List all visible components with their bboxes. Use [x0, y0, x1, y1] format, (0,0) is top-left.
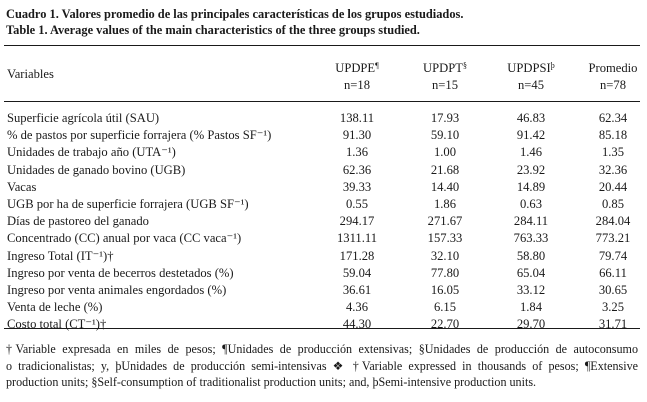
row-label: Costo total (CT⁻¹)† — [7, 317, 107, 332]
table-row — [4, 127, 644, 144]
table-row — [4, 196, 644, 213]
cell-promedio: 773.21 — [595, 231, 631, 246]
top-rule — [4, 45, 640, 46]
table-row — [4, 299, 644, 316]
cell-promedio: 284.04 — [595, 214, 631, 229]
column-sample-size: n=18 — [344, 78, 370, 92]
cell-updpsi: 58.80 — [516, 248, 546, 263]
cell-updpe: 294.17 — [339, 214, 375, 229]
cell-updpsi: 29.70 — [516, 317, 546, 332]
table-row — [4, 282, 644, 299]
column-header-updpt — [400, 60, 490, 94]
column-sample-size: n=15 — [432, 78, 458, 92]
column-header-updpe — [312, 60, 402, 94]
table-row — [4, 144, 644, 161]
cell-promedio: 31.71 — [598, 317, 628, 332]
cell-updpsi: 284.11 — [513, 214, 549, 229]
header-rule — [4, 101, 640, 102]
cell-promedio: 79.74 — [598, 248, 628, 263]
table-row — [4, 179, 644, 196]
variables-header: Variables — [7, 67, 54, 81]
cell-promedio: 1.35 — [601, 145, 625, 160]
cell-updpt: 1.00 — [433, 145, 457, 160]
table-row — [4, 248, 644, 265]
footnote-line: production units; §Self-consumption of traditionalist production units; and, þSemi-intensive production units. — [6, 375, 537, 390]
row-label: Concentrado (CC) anual por vaca (CC vaca⁻¹) — [7, 231, 242, 246]
cell-updpe: 1311.11 — [337, 231, 377, 246]
column-header-updpsi — [486, 60, 576, 94]
column-name: Promedio — [588, 61, 638, 75]
cell-updpsi: 14.89 — [516, 179, 546, 194]
table-row — [4, 162, 644, 179]
cell-updpe: 91.30 — [342, 128, 372, 143]
row-label: % de pastos por superficie forrajera (% Pastos SF⁻¹) — [7, 128, 272, 143]
cell-updpt: 16.05 — [430, 282, 460, 297]
column-sample-size: n=45 — [518, 78, 544, 92]
cell-updpe: 44.30 — [342, 317, 372, 332]
table-row — [4, 316, 644, 333]
cell-promedio: 32.36 — [598, 162, 628, 177]
cell-promedio: 3.25 — [601, 300, 625, 315]
column-header-promedio — [568, 60, 647, 94]
cell-updpt: 59.10 — [430, 128, 460, 143]
row-label: Ingreso por venta animales engordados (%) — [7, 282, 227, 297]
row-label: Superficie agrícola útil (SAU) — [7, 111, 160, 125]
table-row — [4, 265, 644, 282]
cell-updpsi: 1.84 — [519, 300, 543, 315]
table-row — [4, 213, 644, 230]
caption-english: Table 1. Average values of the main characteristics of the three groups studied. — [6, 23, 420, 37]
cell-promedio: 62.34 — [598, 111, 628, 125]
cell-updpsi: 33.12 — [516, 282, 546, 297]
column-mark: þ — [550, 61, 555, 70]
table-row — [4, 230, 644, 247]
cell-updpsi: 46.83 — [516, 111, 546, 125]
cell-updpe: 1.36 — [345, 145, 369, 160]
caption-spanish: Cuadro 1. Valores promedio de las principales características de los grupos estudiados. — [6, 7, 464, 21]
column-mark: § — [462, 61, 467, 70]
cell-updpe: 36.61 — [342, 282, 372, 297]
cell-promedio: 66.11 — [599, 265, 627, 280]
row-label: Unidades de trabajo año (UTA⁻¹) — [7, 145, 176, 160]
cell-promedio: 85.18 — [598, 128, 628, 143]
cell-updpe: 62.36 — [342, 162, 372, 177]
footnote-line: o tradicionalistas; y, þUnidades de producción semi-intensivas ❖ †Variable expressed in thousands of pesos; ¶Extensive — [6, 358, 638, 373]
cell-updpe: 171.28 — [339, 248, 375, 263]
row-label: Días de pastoreo del ganado — [7, 214, 149, 229]
cell-updpsi: 65.04 — [516, 265, 546, 280]
cell-updpt: 271.67 — [427, 214, 463, 229]
cell-updpsi: 763.33 — [513, 231, 549, 246]
cell-updpsi: 1.46 — [519, 145, 543, 160]
cell-updpt: 77.80 — [430, 265, 460, 280]
cell-updpt: 6.15 — [433, 300, 457, 315]
cell-updpt: 14.40 — [430, 179, 460, 194]
row-label: Ingreso Total (IT⁻¹)† — [7, 248, 114, 263]
cell-updpe: 39.33 — [342, 179, 372, 194]
cell-updpt: 21.68 — [430, 162, 460, 177]
cell-updpt: 157.33 — [427, 231, 463, 246]
table-footnote — [6, 341, 638, 391]
cell-updpe: 59.04 — [342, 265, 372, 280]
row-label: Venta de leche (%) — [7, 300, 103, 315]
column-sample-size: n=78 — [600, 78, 626, 92]
row-label: Ingreso por venta de becerros destetados (%) — [7, 265, 234, 280]
row-label: Vacas — [7, 179, 37, 194]
cell-promedio: 20.44 — [598, 179, 628, 194]
table-caption — [6, 6, 463, 38]
column-mark: ¶ — [375, 61, 379, 70]
table-row — [4, 110, 644, 127]
cell-updpsi: 23.92 — [516, 162, 546, 177]
column-name: UPDPT — [423, 61, 463, 75]
cell-updpe: 138.11 — [339, 111, 375, 125]
column-name: UPDPSI — [507, 61, 551, 75]
row-label: Unidades de ganado bovino (UGB) — [7, 162, 186, 177]
cell-updpe: 4.36 — [345, 300, 369, 315]
cell-updpsi: 91.42 — [516, 128, 546, 143]
cell-updpt: 22.70 — [430, 317, 460, 332]
cell-updpsi: 0.63 — [519, 196, 543, 211]
table-body — [4, 110, 644, 333]
cell-updpt: 32.10 — [430, 248, 460, 263]
cell-promedio: 30.65 — [598, 282, 628, 297]
footnote-line: †Variable expresada en miles de pesos; ¶Unidades de producción extensivas; §Unidades de producción de autoconsumo — [6, 342, 638, 356]
cell-updpe: 0.55 — [345, 196, 369, 211]
cell-updpt: 17.93 — [430, 111, 460, 125]
cell-updpt: 1.86 — [433, 196, 457, 211]
column-name: UPDPE — [335, 61, 376, 75]
row-label: UGB por ha de superficie forrajera (UGB SF⁻¹) — [7, 196, 249, 211]
cell-promedio: 0.85 — [601, 196, 625, 211]
